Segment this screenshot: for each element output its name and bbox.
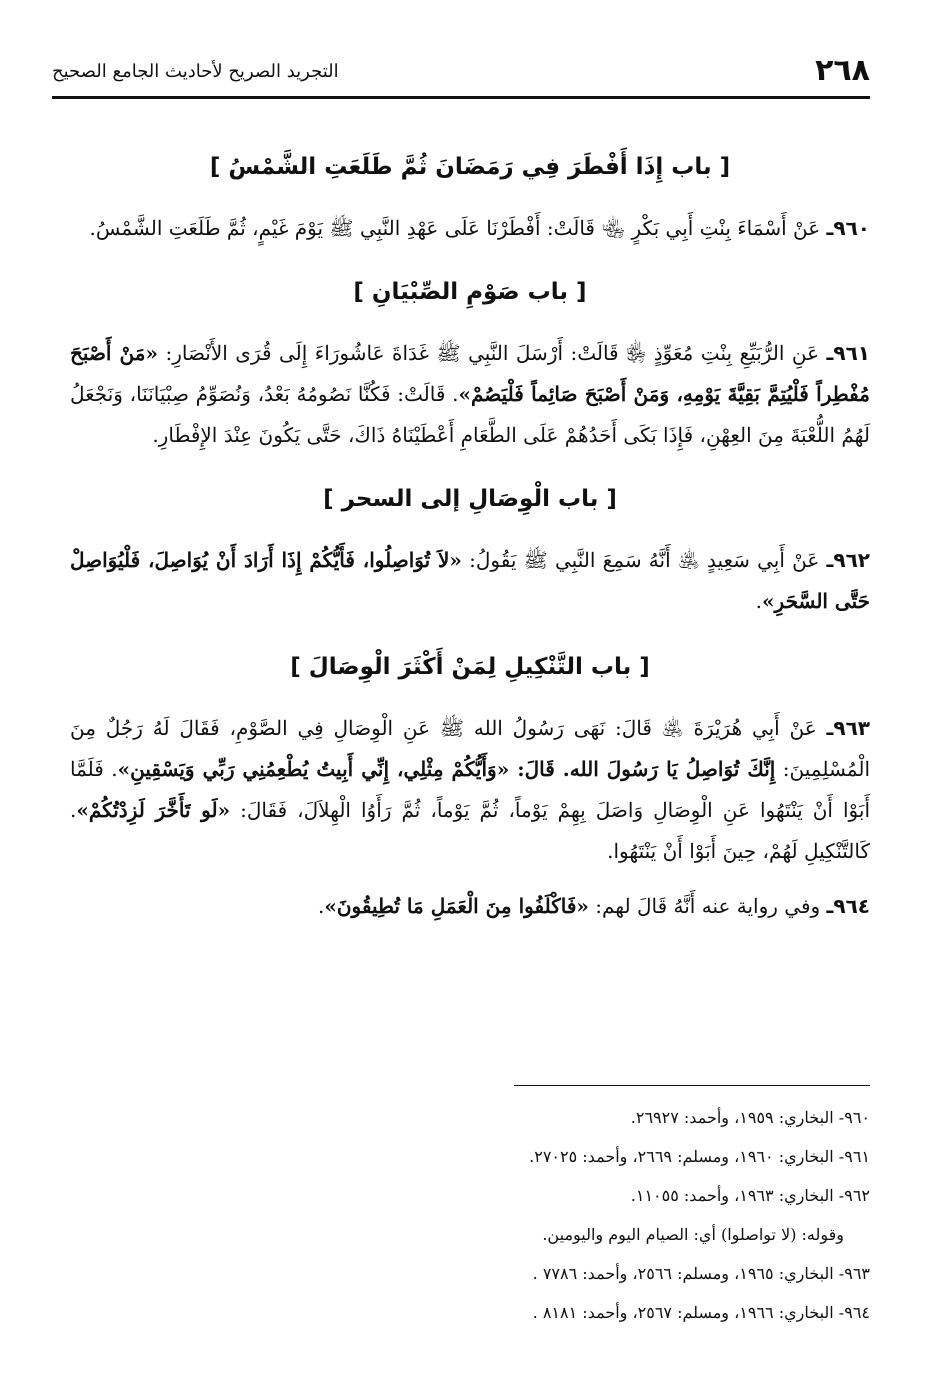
hadith-text: . قَالَتْ: فَكُنَّا نَصُومُهُ بَعْدُ، وَنُصَوِّمُ صِبْيَانَنَا، وَنَجْعَلُ لَهُمُ اللُّعْبَةَ مِنَ العِهْنِ، فَإِذَا بَكَى أَحَدُهُمْ عَلَى الطَّعَامِ أَعْطَيْنَاهُ ذَاكَ، حَتَّى يَكُونَ عِنْدَ الإِفْطَارِ. bbox=[70, 382, 870, 447]
hadith-text: . كَالتَّنْكِيلِ لَهُمْ، حِينَ أَبَوْا أَنْ يَنْتَهُوا. bbox=[70, 798, 870, 863]
hadith-text: عَنْ أَبِي هُرَيْرَةَ ﵁ قَالَ: نَهَى رَسُولُ الله ﷺ عَنِ الْوِصَالِ فِي الصَّوْمِ، فَقَالَ لَهُ رَجُلٌ مِنَ الْمُسْلِمِينَ: bbox=[70, 716, 871, 781]
hadith-number: ٩٦٣ bbox=[833, 716, 871, 740]
hadith-quote: «لاَ تُوَاصِلُوا، فَأَيُّكُمْ إِذَا أَرَادَ أَنْ يُوَاصِلَ، فَلْيُوَاصِلْ حَتَّى السَّحَرِ» bbox=[70, 548, 870, 613]
hadith-961: ٩٦١ـ عَنِ الرُّبَيِّعِ بِنْتِ مُعَوِّذٍ ﵂ قَالَتْ: أَرْسَلَ النَّبِي ﷺ غَدَاةَ عَاشُورَاءَ إِلَى قُرَى الأَنْصَارِ: «مَنْ أَصْبَحَ مُفْطِراً فَلْيُتِمَّ بَقِيَّةَ يَوْمِهِ، وَمَنْ أَصْبَحَ صَائِماً فَلْيَصُمْ». قَالَتْ: فَكُنَّا نَصُومُهُ بَعْدُ، وَنُصَوِّمُ صِبْيَانَنَا، وَنَجْعَلُ لَهُمُ اللُّعْبَةَ مِنَ العِهْنِ، فَإِذَا بَكَى أَحَدُهُمْ عَلَى الطَّعَامِ أَعْطَيْنَاهُ ذَاكَ، حَتَّى يَكُونَ عِنْدَ الإِفْطَارِ. bbox=[70, 341, 871, 447]
main-text bbox=[70, 150, 870, 927]
hadith-number: ٩٦١ bbox=[833, 341, 871, 365]
footnotes bbox=[420, 1098, 870, 1332]
running-title: التجريد الصريح لأحاديث الجامع الصحيح bbox=[52, 61, 339, 82]
footnote-rule bbox=[514, 1085, 870, 1086]
hadith-text: وفي رواية عنه أَنَّهُ قَالَ لهم: bbox=[595, 894, 821, 918]
hadith-number: ٩٦٠ bbox=[833, 216, 870, 240]
footnote-962: ٩٦٢- البخاري: ١٩٦٣، وأحمد: ١١٠٥٥. bbox=[630, 1186, 870, 1205]
hadith-number: ٩٦٢ bbox=[833, 548, 871, 572]
chapter-heading: [ باب التَّنْكِيلِ لِمَنْ أَكْثَرَ الْوِصَالَ ] bbox=[290, 654, 650, 680]
hadith-963: ٩٦٣ـ عَنْ أَبِي هُرَيْرَةَ ﵁ قَالَ: نَهَى رَسُولُ الله ﷺ عَنِ الْوِصَالِ فِي الصَّوْمِ، فَقَالَ لَهُ رَجُلٌ مِنَ الْمُسْلِمِينَ: إِنَّكَ تُوَاصِلُ يَا رَسُولَ الله. قَالَ: «وَأَيُّكُمْ مِثْلِي، إِنِّي أَبِيتُ يُطْعِمُنِي رَبِّي وَيَسْقِينِ». فَلَمَّا أَبَوْا أَنْ يَنْتَهُوا عَنِ الْوِصَالِ وَاصَلَ بِهِمْ يَوْماً، ثُمَّ يَوْماً، ثُمَّ رَأَوُا الْهِلاَلَ، فَقَالَ: «لَو تَأَخَّرَ لَزِدْتُكُمْ». كَالتَّنْكِيلِ لَهُمْ، حِينَ أَبَوْا أَنْ يَنْتَهُوا. bbox=[70, 716, 871, 863]
hadith-text: . bbox=[755, 589, 763, 613]
page-header bbox=[52, 50, 870, 94]
hadith-text: عَنِ الرُّبَيِّعِ بِنْتِ مُعَوِّذٍ ﵂ قَالَتْ: أَرْسَلَ النَّبِي ﷺ غَدَاةَ عَاشُورَاءَ إِلَى قُرَى الأَنْصَارِ: bbox=[165, 341, 820, 365]
footnote-964: ٩٦٤- البخاري: ١٩٦٦، ومسلم: ٢٥٦٧، وأحمد: ٨١٨١ . bbox=[532, 1303, 870, 1322]
chapter-heading: [ باب الْوِصَالِ إلى السحر ] bbox=[323, 486, 617, 512]
hadith-quote: «مَنْ أَصْبَحَ مُفْطِراً فَلْيُتِمَّ بَقِيَّةَ يَوْمِهِ، وَمَنْ أَصْبَحَ صَائِماً فَلْيَصُمْ» bbox=[70, 341, 870, 406]
header-rule bbox=[52, 96, 870, 99]
hadith-text: . فَلَمَّا أَبَوْا أَنْ يَنْتَهُوا عَنِ الْوِصَالِ وَاصَلَ بِهِمْ يَوْماً، ثُمَّ يَوْماً، ثُمَّ رَأَوُا الْهِلاَلَ، فَقَالَ: bbox=[70, 757, 870, 822]
chapter-heading: [ باب إِذَا أَفْطَرَ فِي رَمَضَانَ ثُمَّ طَلَعَتِ الشَّمْسُ ] bbox=[209, 154, 731, 180]
hadith-quote: إِنَّكَ تُوَاصِلُ يَا رَسُولَ الله. قَالَ: «وَأَيُّكُمْ مِثْلِي، إِنِّي أَبِيتُ يُطْعِمُنِي رَبِّي وَيَسْقِينِ» bbox=[117, 757, 776, 781]
hadith-text: عَنْ أَسْمَاءَ بِنْتِ أَبِي بَكْرٍ ﵄ قَالَتْ: أَفْطَرْنَا عَلَى عَهْدِ النَّبِي ﷺ يَوْمَ غَيْمٍ، ثُمَّ طَلَعَتِ الشَّمْسُ. bbox=[89, 216, 821, 240]
hadith-number: ٩٦٤ bbox=[833, 894, 870, 918]
footnote-961: ٩٦١- البخاري: ١٩٦٠، ومسلم: ٢٦٦٩، وأحمد: ٢٧٠٢٥. bbox=[529, 1147, 870, 1166]
hadith-960: ٩٦٠ـ عَنْ أَسْمَاءَ بِنْتِ أَبِي بَكْرٍ ﵄ قَالَتْ: أَفْطَرْنَا عَلَى عَهْدِ النَّبِي ﷺ يَوْمَ غَيْمٍ، ثُمَّ طَلَعَتِ الشَّمْسُ. bbox=[89, 216, 870, 240]
footnote-963: ٩٦٣- البخاري: ١٩٦٥، ومسلم: ٢٥٦٦، وأحمد: ٧٧٨٦ . bbox=[532, 1264, 870, 1283]
hadith-quote: «لَو تَأَخَّرَ لَزِدْتُكُمْ» bbox=[76, 798, 231, 822]
hadith-962: ٩٦٢ـ عَنْ أَبِي سَعِيدٍ ﵁ أَنَّهُ سَمِعَ النَّبِي ﷺ يَقُولُ: «لاَ تُوَاصِلُوا، فَأَيُّكُمْ إِذَا أَرَادَ أَنْ يُوَاصِلَ، فَلْيُوَاصِلْ حَتَّى السَّحَرِ». bbox=[70, 548, 871, 613]
hadith-quote: «فَاكْلَفُوا مِنَ الْعَمَلِ مَا تُطِيقُونَ» bbox=[324, 894, 589, 918]
hadith-text: . bbox=[317, 894, 325, 918]
hadith-964: ٩٦٤ـ وفي رواية عنه أَنَّهُ قَالَ لهم: «فَاكْلَفُوا مِنَ الْعَمَلِ مَا تُطِيقُونَ». bbox=[317, 894, 870, 918]
page-number: ٢٦٨ bbox=[815, 53, 870, 88]
footnote-960: ٩٦٠- البخاري: ١٩٥٩، وأحمد: ٢٦٩٢٧. bbox=[630, 1108, 870, 1127]
chapter-heading: [ باب صَوْمِ الصِّبْيَانِ ] bbox=[353, 279, 587, 305]
hadith-text: عَنْ أَبِي سَعِيدٍ ﵁ أَنَّهُ سَمِعَ النَّبِي ﷺ يَقُولُ: bbox=[469, 548, 820, 572]
footnote-962-note: وقوله: (لا تواصلوا) أي: الصيام اليوم واليومين. bbox=[542, 1225, 844, 1244]
